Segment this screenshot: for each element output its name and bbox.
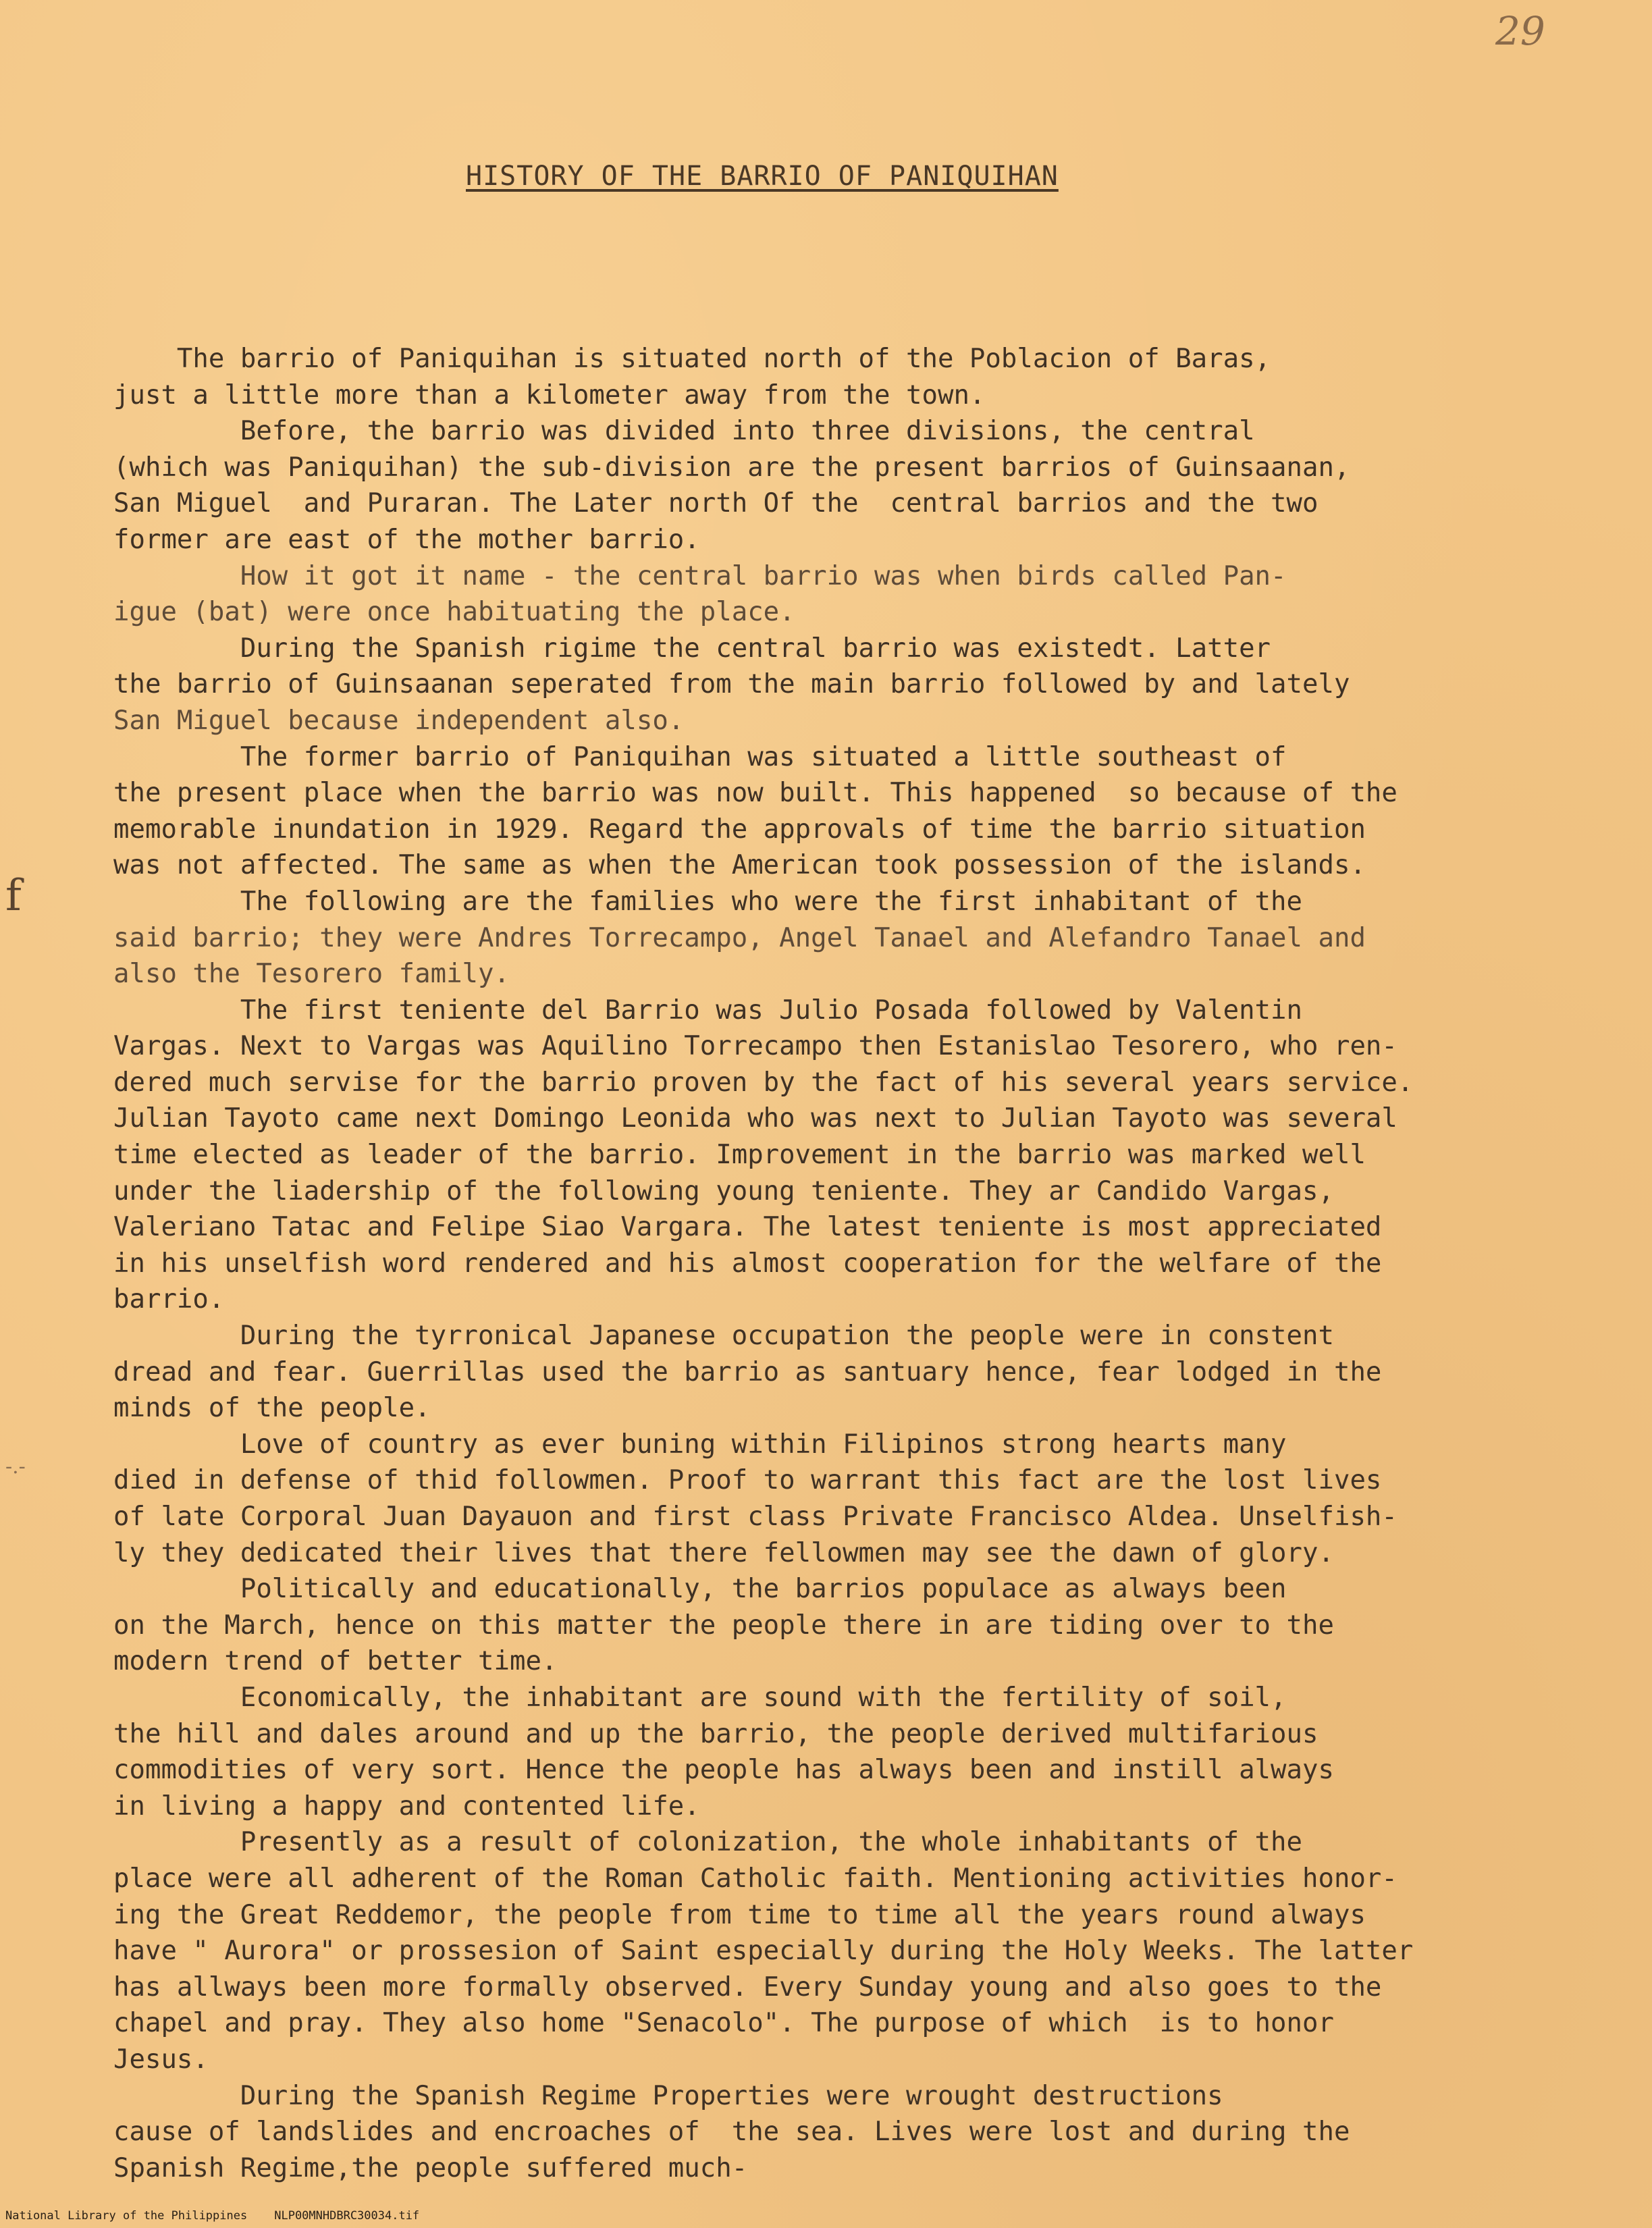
- text-line: dered much servise for the barrio proven by the fact of his several years service.: [113, 1067, 1414, 1098]
- text-line: Economically, the inhabitant are sound with the fertility of soil,: [113, 1682, 1287, 1713]
- text-line: dread and fear. Guerrillas used the barrio as santuary hence, fear lodged in the: [113, 1356, 1382, 1387]
- text-line: on the March, hence on this matter the people there in are tiding over to the: [113, 1610, 1334, 1641]
- text-line: modern trend of better time.: [113, 1646, 558, 1677]
- text-line: also the Tesorero family.: [113, 959, 510, 990]
- text-line: Jesus.: [113, 2044, 209, 2075]
- text-line: The barrio of Paniquihan is situated north of the Poblacion of Baras,: [113, 344, 1271, 374]
- margin-mark: f: [5, 871, 22, 921]
- text-line: Spanish Regime,the people suffered much-: [113, 2152, 748, 2183]
- text-line: of late Corporal Juan Dayauon and first class Private Francisco Aldea. Unselfish-: [113, 1502, 1397, 1532]
- text-line: Valeriano Tatac and Felipe Siao Vargara. The latest teniente is most appreciated: [113, 1212, 1382, 1243]
- text-line: was not affected. The same as when the American took possession of the islands.: [113, 850, 1366, 881]
- text-line: ing the Great Reddemor, the people from time to time all the years round always: [113, 1899, 1366, 1930]
- text-line: Before, the barrio was divided into three divisions, the central: [113, 416, 1255, 447]
- text-line: Love of country as ever buning within Filipinos strong hearts many: [113, 1429, 1287, 1460]
- text-line: under the liadership of the following young teniente. They ar Candido Vargas,: [113, 1175, 1334, 1206]
- text-line: minds of the people.: [113, 1393, 431, 1424]
- text-line: The following are the families who were the first inhabitant of the: [113, 886, 1302, 917]
- text-line: former are east of the mother barrio.: [113, 524, 700, 555]
- text-line: in living a happy and contented life.: [113, 1791, 700, 1822]
- text-line: time elected as leader of the barrio. Improvement in the barrio was marked well: [113, 1140, 1366, 1171]
- text-line: barrio.: [113, 1284, 225, 1315]
- text-line: (which was Paniquihan) the sub-division are the present barrios of Guinsaanan,: [113, 452, 1350, 483]
- text-line: ly they dedicated their lives that there fellowmen may see the dawn of glory.: [113, 1537, 1334, 1568]
- text-line: During the Spanish Regime Properties were wrought destructions: [113, 2080, 1223, 2111]
- text-line: the barrio of Guinsaanan seperated from the main barrio followed by and lately: [113, 669, 1350, 700]
- text-line: commodities of very sort. Hence the people has always been and instill always: [113, 1755, 1334, 1786]
- text-line: has allways been more formally observed. Every Sunday young and also goes to the: [113, 1971, 1382, 2002]
- text-line: igue (bat) were once habituating the place.: [113, 597, 795, 628]
- text-line: died in defense of thid followmen. Proof to warrant this fact are the lost lives: [113, 1465, 1382, 1496]
- text-line: the present place when the barrio was now built. This happened so because of the: [113, 778, 1397, 809]
- text-line: chapel and pray. They also home "Senacolo". The purpose of which is to honor: [113, 2008, 1334, 2039]
- footer: [5, 2209, 446, 2223]
- text-line: How it got it name - the central barrio was when birds called Pan-: [113, 560, 1287, 591]
- footer-filename: NLP00MNHDBRC30034.tif: [274, 2209, 420, 2223]
- text-line: During the tyrronical Japanese occupation the people were in constent: [113, 1321, 1334, 1352]
- text-line: San Miguel because independent also.: [113, 705, 685, 736]
- text-line: San Miguel and Puraran. The Later north Of the central barrios and the two: [113, 488, 1318, 519]
- text-line: in his unselfish word rendered and his almost cooperation for the welfare of the: [113, 1248, 1382, 1279]
- text-line: just a little more than a kilometer away from the town.: [113, 379, 986, 410]
- document-title: HISTORY OF THE BARRIO OF PANIQUIHAN: [466, 161, 1059, 192]
- text-line: the hill and dales around and up the barrio, the people derived multifarious: [113, 1718, 1318, 1749]
- text-line: Julian Tayoto came next Domingo Leonida who was next to Julian Tayoto was several: [113, 1103, 1397, 1134]
- text-line: place were all adherent of the Roman Catholic faith. Mentioning activities honor-: [113, 1863, 1397, 1894]
- text-line: Politically and educationally, the barrios populace as always been: [113, 1574, 1287, 1605]
- text-line: The first teniente del Barrio was Julio Posada followed by Valentin: [113, 994, 1302, 1026]
- text-line: said barrio; they were Andres Torrecampo, Angel Tanael and Alefandro Tanael and: [113, 922, 1366, 953]
- text-line: During the Spanish rigime the central barrio was existedt. Latter: [113, 633, 1271, 664]
- text-line: have " Aurora" or prossesion of Saint especially during the Holy Weeks. The latter: [113, 1936, 1414, 1967]
- document-body: [113, 341, 1558, 2186]
- text-line: The former barrio of Paniquihan was situated a little southeast of: [113, 741, 1287, 772]
- text-line: memorable inundation in 1929. Regard the approvals of time the barrio situation: [113, 814, 1366, 845]
- text-line: Presently as a result of colonization, the whole inhabitants of the: [113, 1827, 1302, 1858]
- margin-mark: -.-: [5, 1455, 26, 1479]
- text-line: cause of landslides and encroaches of the sea. Lives were lost and during the: [113, 2117, 1350, 2148]
- text-line: Vargas. Next to Vargas was Aquilino Torrecampo then Estanislao Tesorero, who ren-: [113, 1031, 1397, 1062]
- page-number: 29: [1495, 8, 1545, 54]
- footer-library: National Library of the Philippines: [5, 2209, 248, 2223]
